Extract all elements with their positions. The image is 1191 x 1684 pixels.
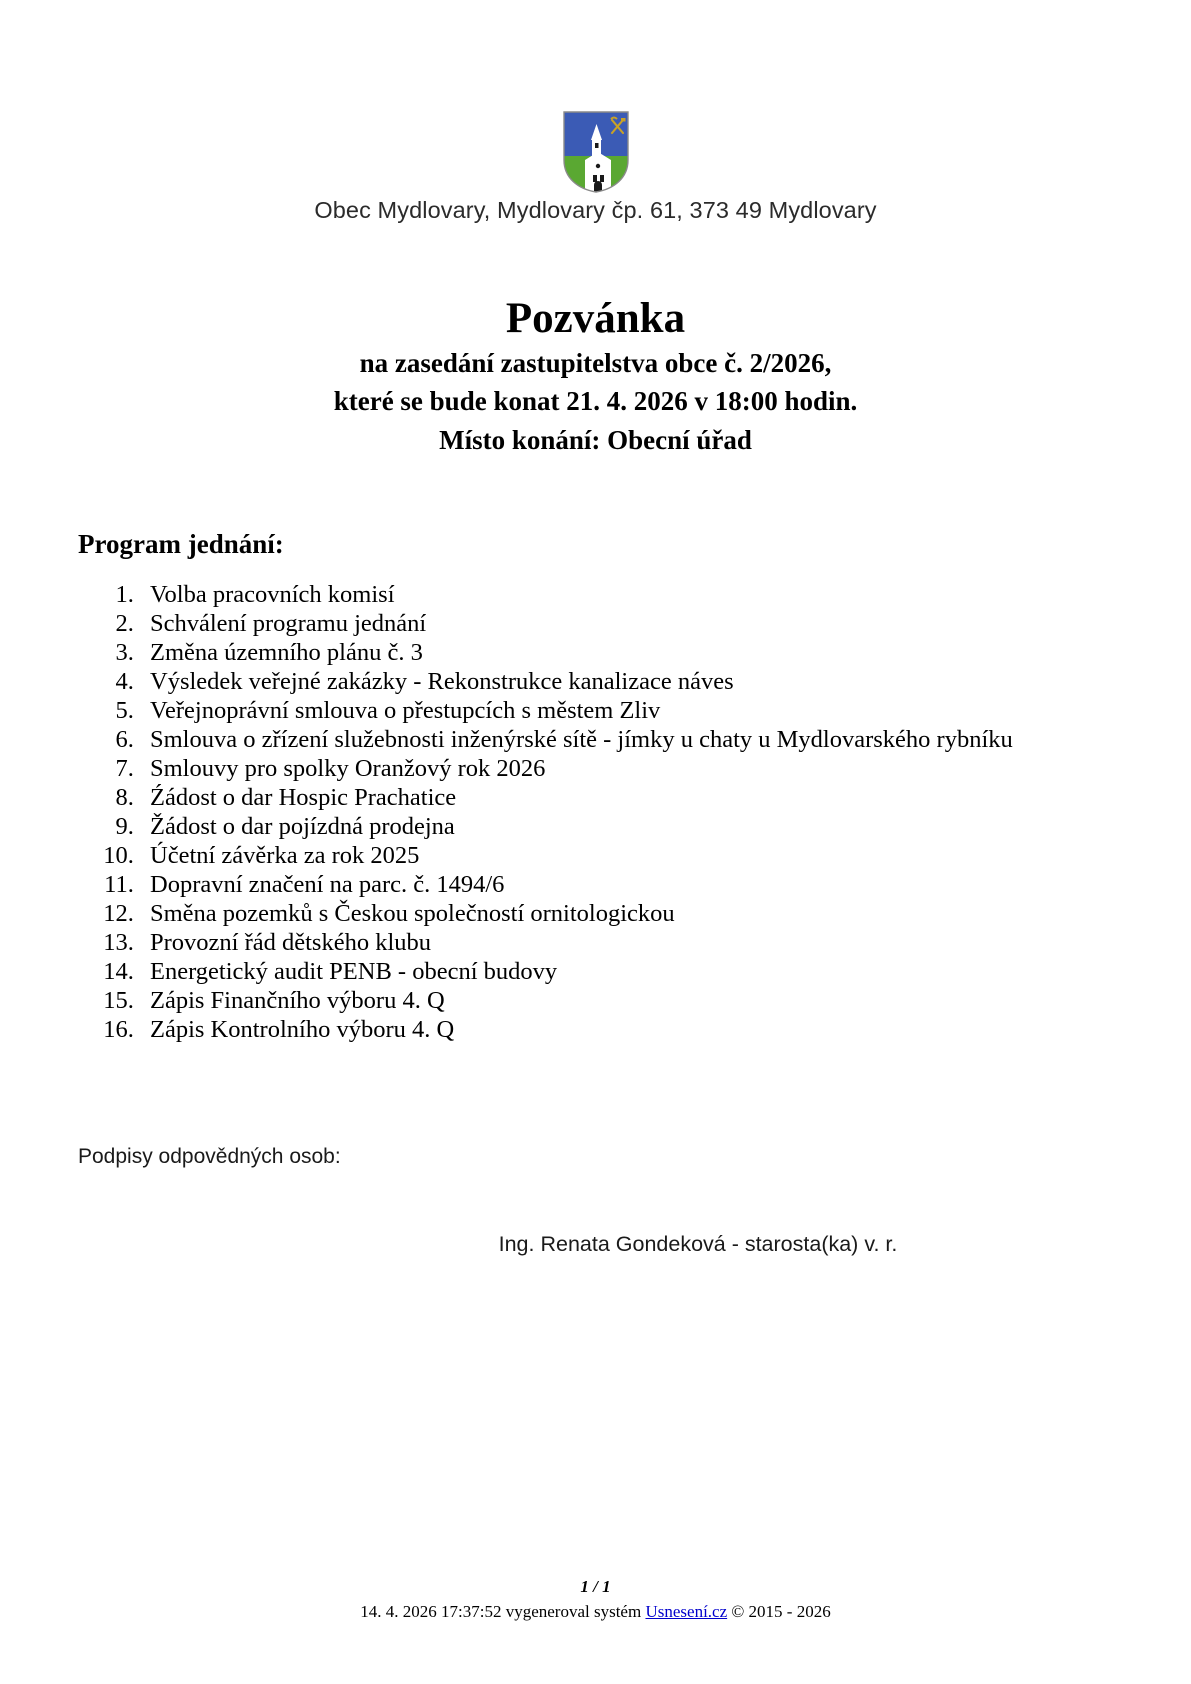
agenda-heading: Program jednání: bbox=[78, 529, 284, 559]
page-number: 1 / 1 bbox=[580, 1577, 611, 1596]
agenda-item: 9. Žádost o dar pojízdná prodejna bbox=[140, 812, 1131, 841]
agenda-item: 4. Výsledek veřejné zakázky - Rekonstrukce kanalizace náves bbox=[140, 667, 1131, 696]
coat-of-arms-icon bbox=[562, 110, 630, 194]
agenda-item: 2. Schválení programu jednání bbox=[140, 609, 1131, 638]
agenda-item: 7. Smlouvy pro spolky Oranžový rok 2026 bbox=[140, 754, 1131, 783]
generated-by-line bbox=[0, 1602, 1191, 1622]
agenda-item: 12. Směna pozemků s Českou společností ornitologickou bbox=[140, 899, 1131, 928]
agenda-item: 11. Dopravní značení na parc. č. 1494/6 bbox=[140, 870, 1131, 899]
agenda-item: 8. Źádost o dar Hospic Prachatice bbox=[140, 783, 1131, 812]
page-footer bbox=[0, 1577, 1191, 1622]
usneseni-link[interactable]: Usnesení.cz bbox=[645, 1602, 728, 1621]
agenda-item: 10. Účetní závěrka za rok 2025 bbox=[140, 841, 1131, 870]
meeting-datetime-line: které se bude konat 21. 4. 2026 v 18:00 hodin. bbox=[333, 386, 858, 417]
agenda-item: 5. Veřejnoprávní smlouva o přestupcích s městem Zliv bbox=[140, 696, 1131, 725]
meeting-details bbox=[0, 344, 1191, 459]
page-title: Pozvánka bbox=[505, 294, 686, 342]
generated-suffix: © 2015 - 2026 bbox=[727, 1602, 831, 1621]
agenda-item: 15. Zápis Finančního výboru 4. Q bbox=[140, 986, 1131, 1015]
agenda-item: 14. Energetický audit PENB - obecní budovy bbox=[140, 957, 1131, 986]
meeting-number-line: na zasedání zastupitelstva obce č. 2/2026, bbox=[359, 348, 832, 378]
agenda-list bbox=[78, 580, 1131, 1045]
meeting-venue-line: Místo konání: Obecní úřad bbox=[439, 424, 752, 455]
agenda-item: 16. Zápis Kontrolního výboru 4. Q bbox=[140, 1015, 1131, 1044]
agenda-item: 6. Smlouva o zřízení služebnosti inženýrské sítě - jímky u chaty u Mydlovarského rybníku bbox=[140, 725, 1131, 754]
agenda-item: 1. Volba pracovních komisí bbox=[140, 580, 1131, 609]
organisation-header-line: Obec Mydlovary, Mydlovary čp. 61, 373 49 Mydlovary bbox=[314, 197, 877, 223]
agenda-item: 3. Změna územního plánu č. 3 bbox=[140, 638, 1131, 667]
generated-prefix: 14. 4. 2026 17:37:52 vygeneroval systém bbox=[360, 1602, 646, 1621]
agenda-item: 13. Provozní řád dětského klubu bbox=[140, 928, 1131, 957]
signatory-name: Ing. Renata Gondeková - starosta(ka) v. r. bbox=[498, 1232, 898, 1256]
signatures-label: Podpisy odpovědných osob: bbox=[78, 1145, 341, 1168]
crest-container bbox=[0, 110, 1191, 194]
